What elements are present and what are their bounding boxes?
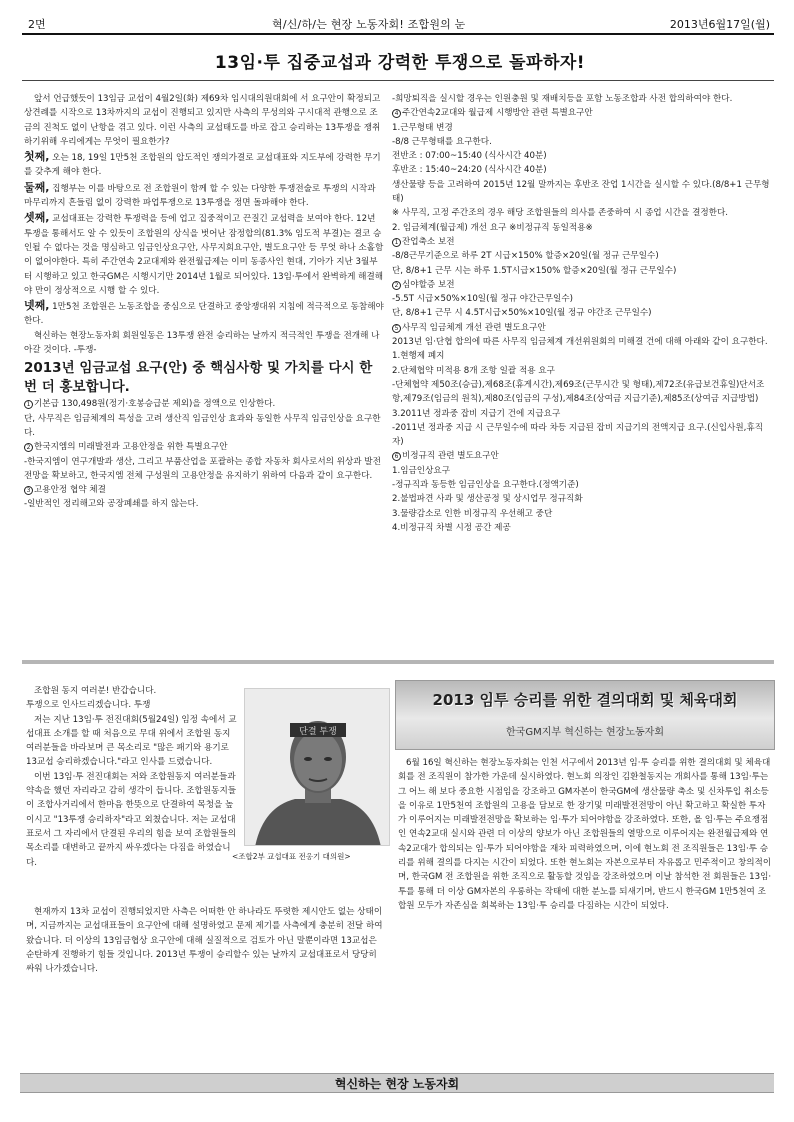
circled-number: 2: [392, 281, 401, 290]
point-fourth: [24, 298, 384, 329]
list-item: [24, 412, 384, 441]
list-item: [392, 264, 770, 278]
intro-paragraph: 앞서 언급했듯이 13임금 교섭이 4월2일(화) 제69차 임시대의원대회에 서 요구안이 확정되고 상견례를 시작으로 13차까지의 교섭이 진행되고 있지만 사측의 무성의와 구시대적 관행으로 조금의 진척도 없이 난항을 겪고 있다. 이런 사측의 교섭태도를 바로 잡고 승리하는 13투쟁을 쟁취 하기위해 우리에게는 무엇이 필요한가?: [24, 94, 381, 147]
list-item: [392, 135, 770, 149]
circled-number: 2: [24, 443, 33, 452]
list-item: [392, 249, 770, 263]
list-item: [392, 407, 770, 421]
point-second: [24, 180, 384, 211]
list-item-text: 한국지엠의 미래발전과 고용안정을 위한 특별요구안: [34, 442, 228, 453]
list-item: [24, 455, 384, 484]
circled-number: 4: [392, 109, 401, 118]
list-item-text: 단, 8/8+1 근무 시는 하루 1.5T시급×150% 할증×20일(월 정규 근무일수): [392, 265, 677, 276]
circled-number: 5: [392, 324, 401, 333]
event-banner-title: 2013 임투 승리를 위한 결의대회 및 체육대회: [432, 691, 738, 709]
list-item-text: 3.2011년 정과중 잡비 지급기 건에 지급요구: [392, 408, 561, 419]
list-item-text: 1.근무형태 변경: [392, 122, 453, 133]
photo-caption: <조합2부 교섭대표 전옹기 대의원>: [232, 852, 351, 861]
list-item-text: 2013년 임·단협 합의에 따른 사무직 임금체계 개선위원회의 미해결 건에 대해 아래와 같이 요구한다.: [392, 337, 768, 348]
left-column: [24, 92, 384, 654]
point-third-lead: 셋째,: [24, 211, 50, 225]
list-item: [392, 521, 770, 535]
list-item: [392, 478, 770, 492]
demand-list-continued: [392, 92, 770, 535]
list-item-text: -2011년 정과중 지급 시 근무일수에 따라 차등 지급된 잡비 지급기의 전액지급 요구.(신입사원,휴직자): [392, 422, 763, 448]
list-item: [392, 221, 770, 235]
page-header: [22, 16, 774, 32]
list-item: [392, 206, 770, 220]
point-second-lead: 둘째,: [24, 180, 50, 194]
list-item-text: -5.5T 시급×50%×10일(월 정규 야간근무일수): [392, 294, 573, 305]
point-fourth-text: 1만5천 조합원은 노동조합을 중심으로 단결하고 중앙쟁대위 지침에 적극적으로 동참해야 한다.: [24, 302, 384, 327]
list-item-text: 1.현행제 폐지: [392, 351, 445, 362]
point-third: [24, 210, 384, 298]
list-item-text: 기본급 130,498원(정기·호봉승급분 제외)을 정액으로 인상한다.: [34, 399, 276, 410]
page-number: 2면: [28, 18, 46, 31]
list-item-text: -단체협약 제50조(승급),제68조(휴게시간),제69조(근무시간 및 형태),제72조(유급보건휴일)단서조항,제79조(임금의 원칙),제80조(임금의 구성),제84조(상여금 지급기준),제85조(상여금 지급방법): [392, 379, 765, 405]
title-rule: [22, 80, 774, 81]
list-item: [392, 121, 770, 135]
list-item-text: -정규직과 동등한 임금인상을 요구한다.(정액기준): [392, 480, 579, 491]
list-item: [392, 149, 770, 163]
letter-column-bottom: [26, 905, 386, 1065]
list-item-text: 후반조 : 15:40~24:20 (식사시간 40분): [392, 165, 547, 176]
list-item-text: 비정규직 관련 별도요구안: [402, 451, 499, 462]
right-column: [392, 92, 770, 654]
event-body: 6월 16일 혁신하는 현장노동자회는 인천 서구에서 2013년 임·투 승리를 위한 결의대회 및 체육대회를 전 조직원이 참가한 가운데 실시하였다. 현노회 의장인 김환철동지는 개회사를 통해 13임·투는 그 어느 해 보다 중요한 시점임을 강조하고 GM자본이 한국GM에 생산물량 축소 및 신차투입 취소등을 이유로 1만5천여 조합원의 고용을 담보로 한 장기및 미래발전전망이 아닌 확고하고 확실한 투자가 이루어지는 미래발전전망을 확보하는 임·투가 되어야함을 강조하였다. 또한, 올 임·투는 주요쟁점인 연속2교대 실시와 관련 더 이상의 양보가 아닌 조합원들의 열망으로 이루어지는 완전월급제와 연속2교대가 합의되는 임·투가 되어야함을 재차 피력하였으며, 이에 현노회 전 조직원들은 13임·투 승리를 위해 결의를 다지는 시간이 되었다. 또한 현노회는 자본으로부터 자유롭고 민주적이고 창의적이며, 한국GM 전 조합원을 위한 조직으로 활동할 것임을 강조하였으며 이날 참석한 전 회원들은 13임·투를 통해 더 이상 GM자본의 우롱하는 작태에 대한 분노를 되새기며, 반드시 한국GM 1만5천여 조합원 모두가 자존심을 회복하는 13임·투 승리를 다짐하는 시간이 되었다.: [398, 758, 772, 911]
list-item: [392, 507, 770, 521]
list-item-text: 2. 임금체계(월급제) 개선 요구 ※비정규직 동일적용※: [392, 222, 593, 233]
list-item-text: -8/8 근무형태를 요구한다.: [392, 136, 492, 147]
list-item: [392, 292, 770, 306]
headband-text: 단결 투쟁: [299, 727, 337, 737]
list-item: [24, 483, 384, 497]
list-item-text: -한국지엠이 연구개발과 생산, 그리고 부품산업을 포괄하는 종합 자동차 회사로서의 위상과 발전전망을 확보하고, 한국지엠 전체 구성원의 고용안정을 유지하기 위하여 다음과 같이 요구한다.: [24, 456, 381, 481]
header-rule: [22, 33, 774, 35]
list-item: [392, 464, 770, 478]
list-item: [24, 397, 384, 411]
section-divider: [22, 660, 774, 664]
demand-list: [24, 397, 384, 511]
letter-body: 저는 지난 13임·투 전진대회(5월24일) 임정 속에서 교섭대표 소개를 할 때 처음으로 무대 위에서 조합원 동지 여러분들을 바라보며 큰 목소리로 "많은 패기와 용기로 13교섭 승리하겠습니다."라고 인사를 드렸습니다.: [26, 714, 237, 768]
page-footer: 혁신하는 현장 노동자회: [20, 1073, 774, 1093]
list-item: [392, 364, 770, 378]
list-item-text: 심야할증 보전: [402, 279, 455, 290]
list-item-text: 4.비정규직 차별 시정 공간 제공: [392, 522, 511, 533]
list-item: [24, 497, 384, 511]
portrait-illustration: [245, 689, 390, 846]
point-first-lead: 첫째,: [24, 150, 50, 164]
letter-column-top: [26, 684, 240, 904]
list-item-text: ※ 사무직, 고정 주간조의 경우 해당 조합원들의 의사를 존중하여 시 종업 시간을 결정한다.: [392, 208, 729, 219]
point-first: [24, 149, 384, 180]
circled-number: 3: [24, 486, 33, 495]
list-item: [392, 235, 770, 249]
list-item-text: 잔업축소 보전: [402, 236, 455, 247]
list-item: [392, 335, 770, 349]
list-item-text: -희망퇴직을 실시할 경우는 인원충원 및 재배치등을 포함 노동조합과 사전 합의하여야 한다.: [392, 94, 733, 104]
circled-number: 1: [392, 238, 401, 247]
letter-greeting: 조합원 동지 여러분! 반갑습니다.: [34, 686, 157, 696]
list-item: [392, 163, 770, 177]
point-second-text: 집행부는 이를 바탕으로 전 조합원이 함께 할 수 있는 다양한 투쟁전술로 투쟁의 시작과 마무리까지 흔들림 없이 강력한 파업투쟁으로 13투쟁을 정면 돌파해야 한다.: [24, 183, 376, 209]
point-fourth-lead: 넷째,: [24, 299, 50, 313]
circled-number: 1: [24, 400, 33, 409]
list-item: [392, 492, 770, 506]
article-title: 13임·투 집중교섭과 강력한 투쟁으로 돌파하자!: [214, 53, 586, 73]
list-item-text: 3.물량감소로 인한 비정규직 우선해고 중단: [392, 508, 553, 519]
list-item-text: 생산물량 등을 고려하여 2015년 12월 말까지는 후반조 잔업 1시간을 실시할 수 있다.(8/8+1 근무형태): [392, 179, 770, 205]
list-item: [392, 278, 770, 292]
list-item: [392, 92, 770, 106]
point-third-text: 교섭대표는 강력한 투쟁력을 등에 업고 집중적이고 끈질긴 교섭력을 보여야 한다. 12년 투쟁을 통해서도 알 수 있듯이 조합원의 상식을 벗어난 잠정합의(81.3% 임도적 부결)는 결코 승인될 수 없다는 것을 명심하고 임금인상요구안, 사무지회요구안, 별도요구안 등 무엇 하나 소홀함이 없어야한다. 특히 주간연속 2교대제와 완전월급제는 이미 동종사인 현대, 기아가 지난 3월부터 시행하고 있고 한국GM은 시행시기만 2014년 1월로 되어있다. 13임·투에서 완벽하게 해결해야 만이 정상적으로 시행 할 수 있다.: [24, 214, 384, 296]
header-date: 2013년6월17일(월): [669, 18, 770, 31]
list-item-text: 전반조 : 07:00~15:40 (식사시간 40분): [392, 151, 547, 162]
list-item: [392, 306, 770, 320]
list-item-text: -일반적인 정리해고와 공장폐쇄를 하지 않는다.: [24, 499, 199, 510]
list-item-text: 단, 8/8+1 근무 시 4.5T시급×50%×10일(월 정규 야간조 근무일수): [392, 308, 652, 319]
letter-body-2a: 이번 13임·투 전진대회는 저와 조합원동지 여러분들과 약속을 했던 자리라고 감히 생각이 듭니다. 조합원동지들이 조합사거리에서 한마음 한뜻으로 단결하여 목청을 높이시고 "13투쟁 승리하자"라고 외쳤습니다. 저는 교섭대표로서 그 자리에서 단결된 우리의 힘을 보여 조합원들의 목소리를 대변하고 끝까지 싸우겠다는 다짐을 하였습니다.: [26, 771, 237, 868]
list-item-text: 2.불법파견 사과 및 생산공정 및 상시업무 정규직화: [392, 494, 583, 505]
closing-paragraph: 혁신하는 현장노동자회 회원일동은 13투쟁 완전 승리하는 날까지 적극적인 투쟁을 전개해 나아갈 것이다. -투쟁-: [24, 330, 380, 356]
list-item-text: 1.임금인상요구: [392, 465, 451, 476]
list-item: [24, 440, 384, 454]
event-banner-subtitle: 한국GM지부 혁신하는 현장노동자회: [506, 727, 664, 738]
letter-body-3: 현재까지 13차 교섭이 진행되었지만 사측은 어떠한 안 하나라도 뚜렷한 제시안도 없는 상태이며, 지금까지는 교섭대표들이 요구안에 대해 설명하였고 문제 제기를 사측에게 충분히 전달 하여왔습니다. 더 이상의 13임금협상 요구안에 대해 실질적으로 검토가 아닌 말뿐이라면 13교섭은 순탄하게 진행하기 힘들 것입니다. 2013년 투쟁이 승리할수 있는 날까지 교섭대표로서 당당히 싸워 나가겠습니다.: [26, 907, 383, 975]
list-item: [392, 449, 770, 463]
circled-number: 6: [392, 452, 401, 461]
list-item: [392, 378, 770, 407]
list-item-text: 사무직 임금체계 개선 관련 별도요구안: [402, 322, 546, 333]
list-item: [392, 178, 770, 207]
point-first-text: 오는 18, 19일 1만5천 조합원의 압도적인 쟁의가결로 교섭대표와 지도부에 강력한 무기를 갖추게 해야 한다.: [24, 153, 381, 178]
list-item-text: 고용안정 협약 체결: [34, 485, 106, 496]
letter-intro: 투쟁으로 인사드리겠습니다. 투쟁: [26, 700, 151, 711]
negotiator-photo: [244, 688, 390, 846]
event-report: [398, 756, 772, 1066]
header-publication: 혁/신/하/는 현장 노동자회! 조합원의 눈: [272, 18, 466, 31]
event-banner: [395, 680, 775, 750]
list-item-text: 단, 사무직은 임금체계의 특성을 고려 생산직 임금인상 효과와 동일한 사무직 임금인상을 요구한다.: [24, 413, 381, 438]
list-item-text: 2.단체협약 미적용 8개 조항 일괄 적용 요구: [392, 365, 555, 376]
highlight-heading: 2013년 임금교섭 요구(안) 중 핵심사항 및 가치를 다시 한번 더 홍보합니다.: [24, 360, 373, 396]
list-item: [392, 106, 770, 120]
list-item: [392, 421, 770, 450]
list-item-text: 주간연속2교대와 월급제 시행방안 관련 특별요구안: [402, 108, 593, 119]
list-item: [392, 349, 770, 363]
list-item: [392, 321, 770, 335]
list-item-text: -8/8근무기준으로 하루 2T 시급×150% 할증×20일(월 정규 근무일수): [392, 251, 659, 262]
